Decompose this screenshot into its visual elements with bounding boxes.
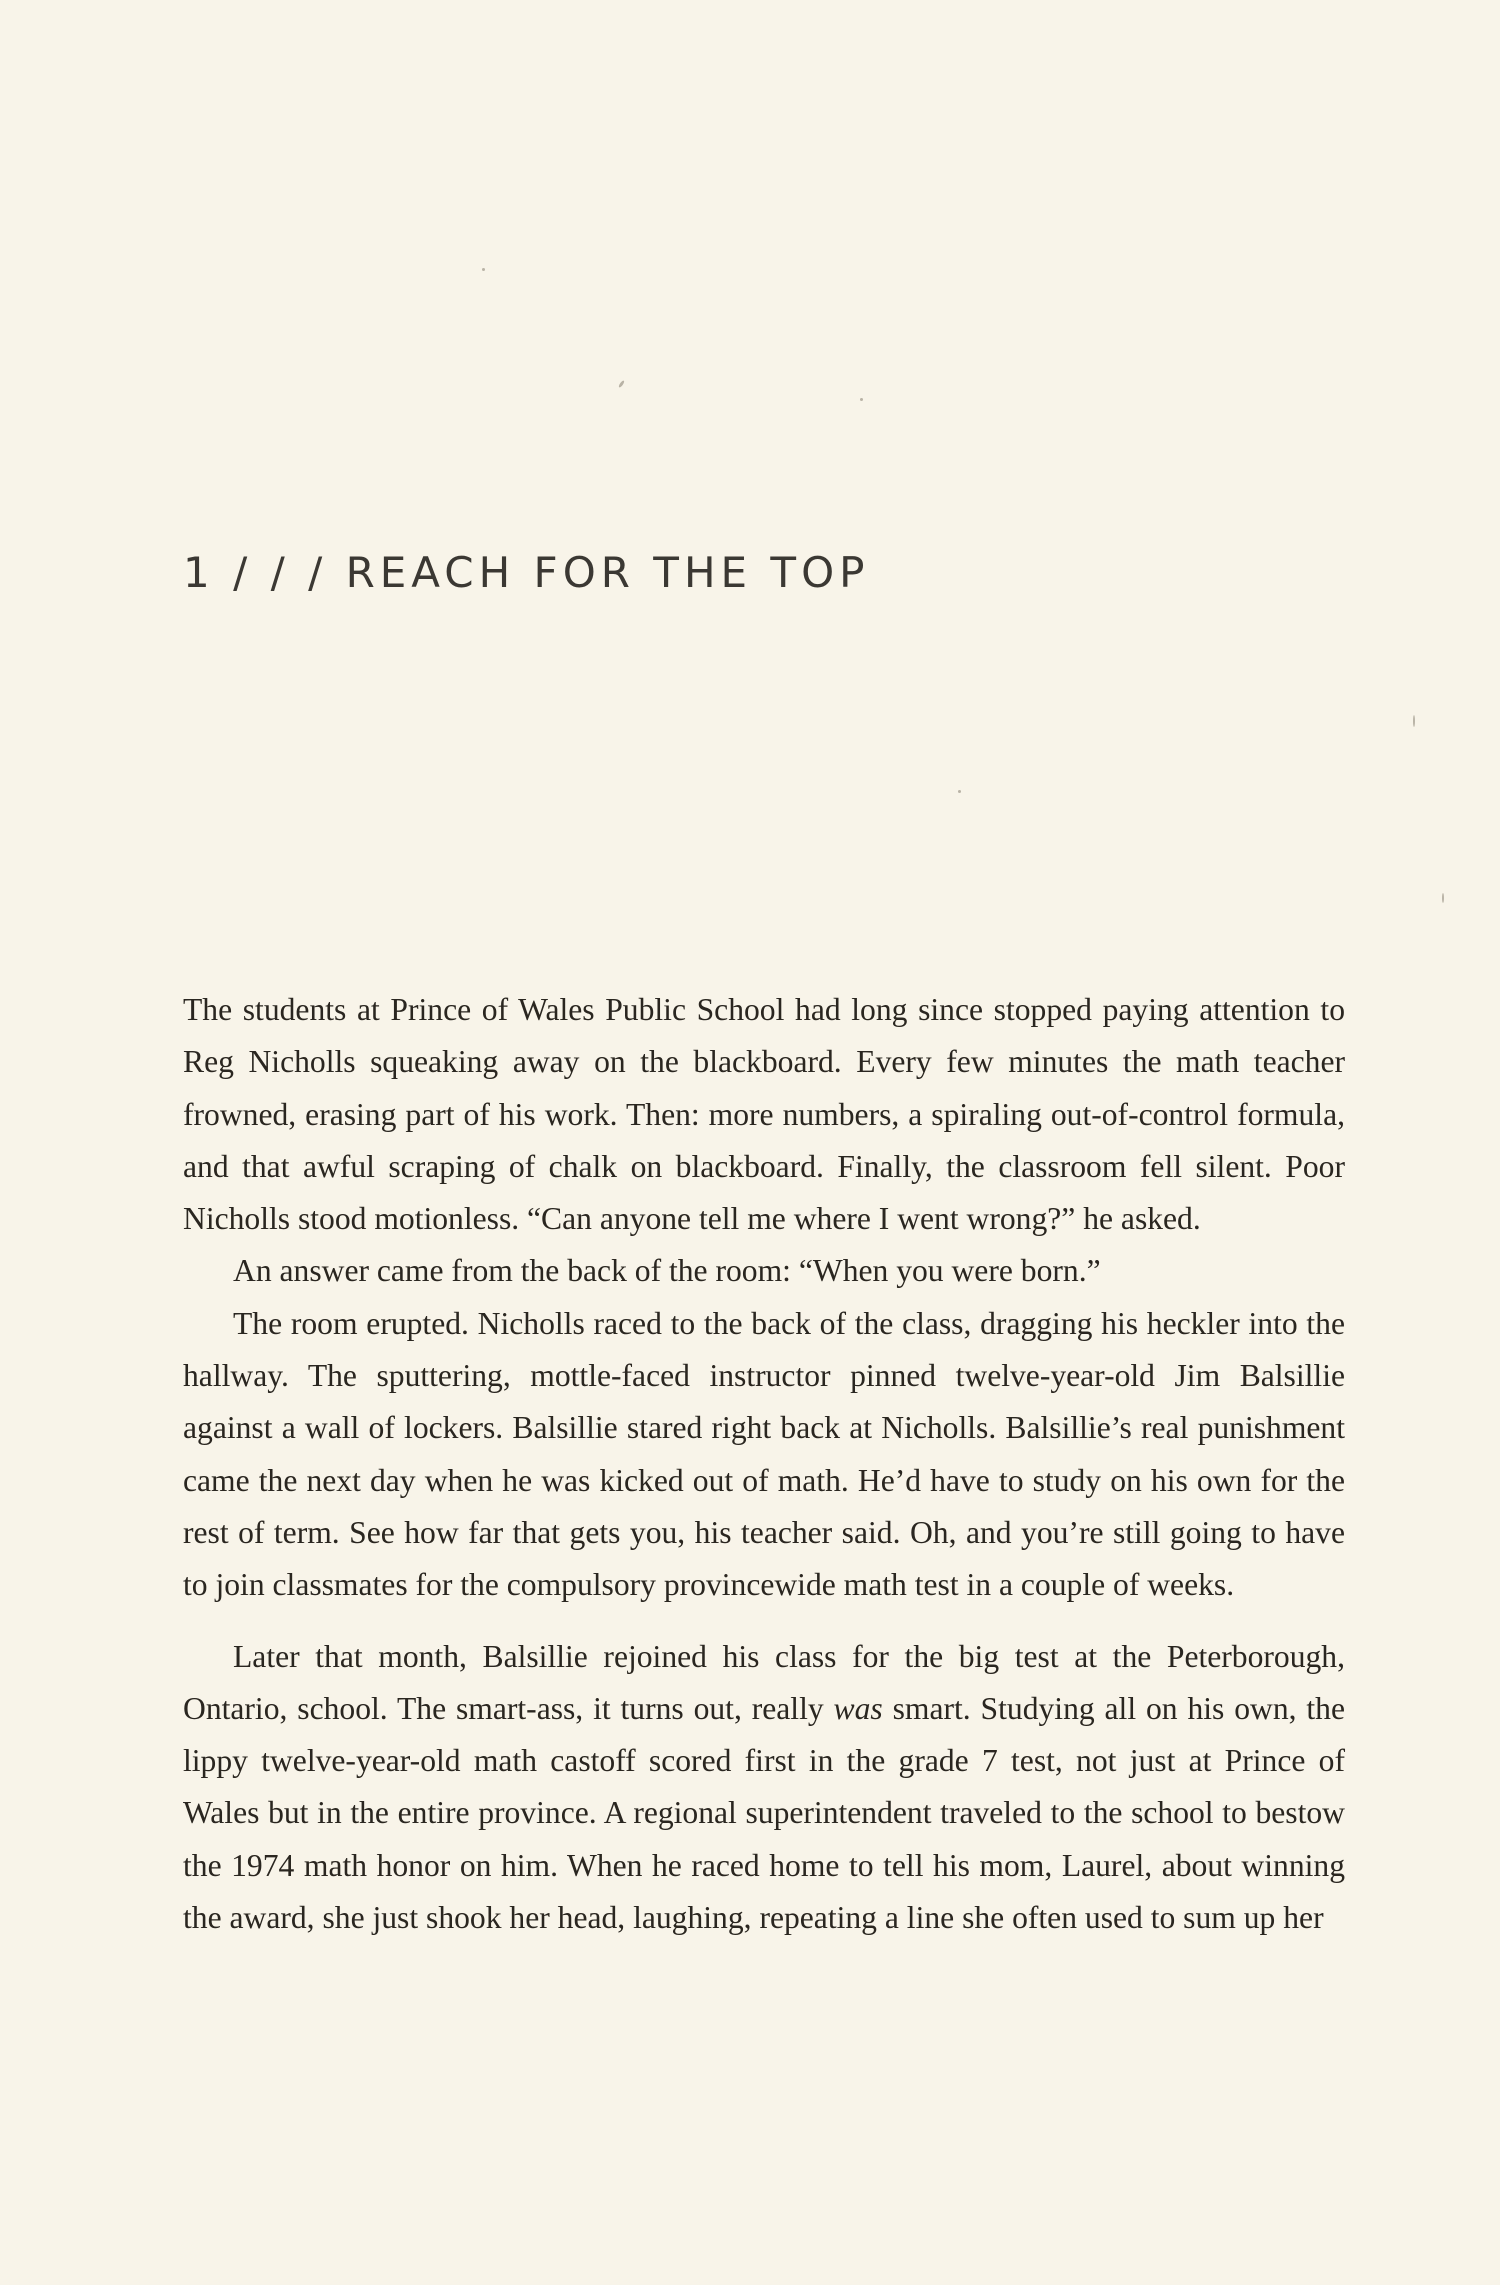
paper-speck [958,790,961,793]
paragraph-text: smart. Studying all on his own, the lippy twelve-year-old math castoff scored first in the grade 7 test, not just at Prince of Wales but in the entire province. A regional superintendent traveled to the school to bestow the 1974 math honor on him. When he raced home to tell his mom, Laurel, about winning the award, she just shook her head, laughing, repeating a line she often used to sum up her [183,1690,1346,1936]
paragraph [183,1245,1345,1297]
paragraph [183,1631,1345,1945]
chapter-body-text [183,984,1345,1944]
paragraph [183,984,1345,1245]
paragraph-text: The students at Prince of Wales Public School had long since stopped paying attention to Reg Nicholls squeaking away on the blackboard. Every few minutes the math teacher frowned, erasing part of his work. Then: more numbers, a spiraling out-of-control formula, and that awful scraping of chalk on blackboard. Finally, the classroom fell silent. Poor Nicholls stood motionless. “Can anyone tell me where I went wrong?” he asked. [183,992,1345,1237]
paragraph-text: The room erupted. Nicholls raced to the back of the class, dragging his heckler into the hallway. The sputtering, mottle-faced instructor pinned twelve-year-old Jim Balsillie against a wall of lockers. Balsillie stared right back at Nicholls. Balsillie’s real punishment came the next day when he was kicked out of math. He’d have to study on his own for the rest of term. See how far that gets you, his teacher said. Oh, and you’re still going to have to join classmates for the compulsory provincewide math test in a couple of weeks. [183,1305,1345,1603]
chapter-heading: 1 / / / REACH FOR THE TOP [183,548,870,597]
paper-speck [482,268,485,271]
paragraph-text: Later that month, Balsillie rejoined his class for the big test at the Peterborough, Ontario, school. The smart-ass, it turns out, really [183,1638,1345,1726]
paper-speck [1442,893,1444,903]
paper-speck [618,380,625,388]
emphasized-word: was [833,1690,883,1726]
paper-speck [860,398,863,401]
paragraph-text: An answer came from the back of the room: “When you were born.” [233,1253,1101,1289]
paper-speck [1413,715,1415,727]
paragraph [183,1298,1345,1612]
